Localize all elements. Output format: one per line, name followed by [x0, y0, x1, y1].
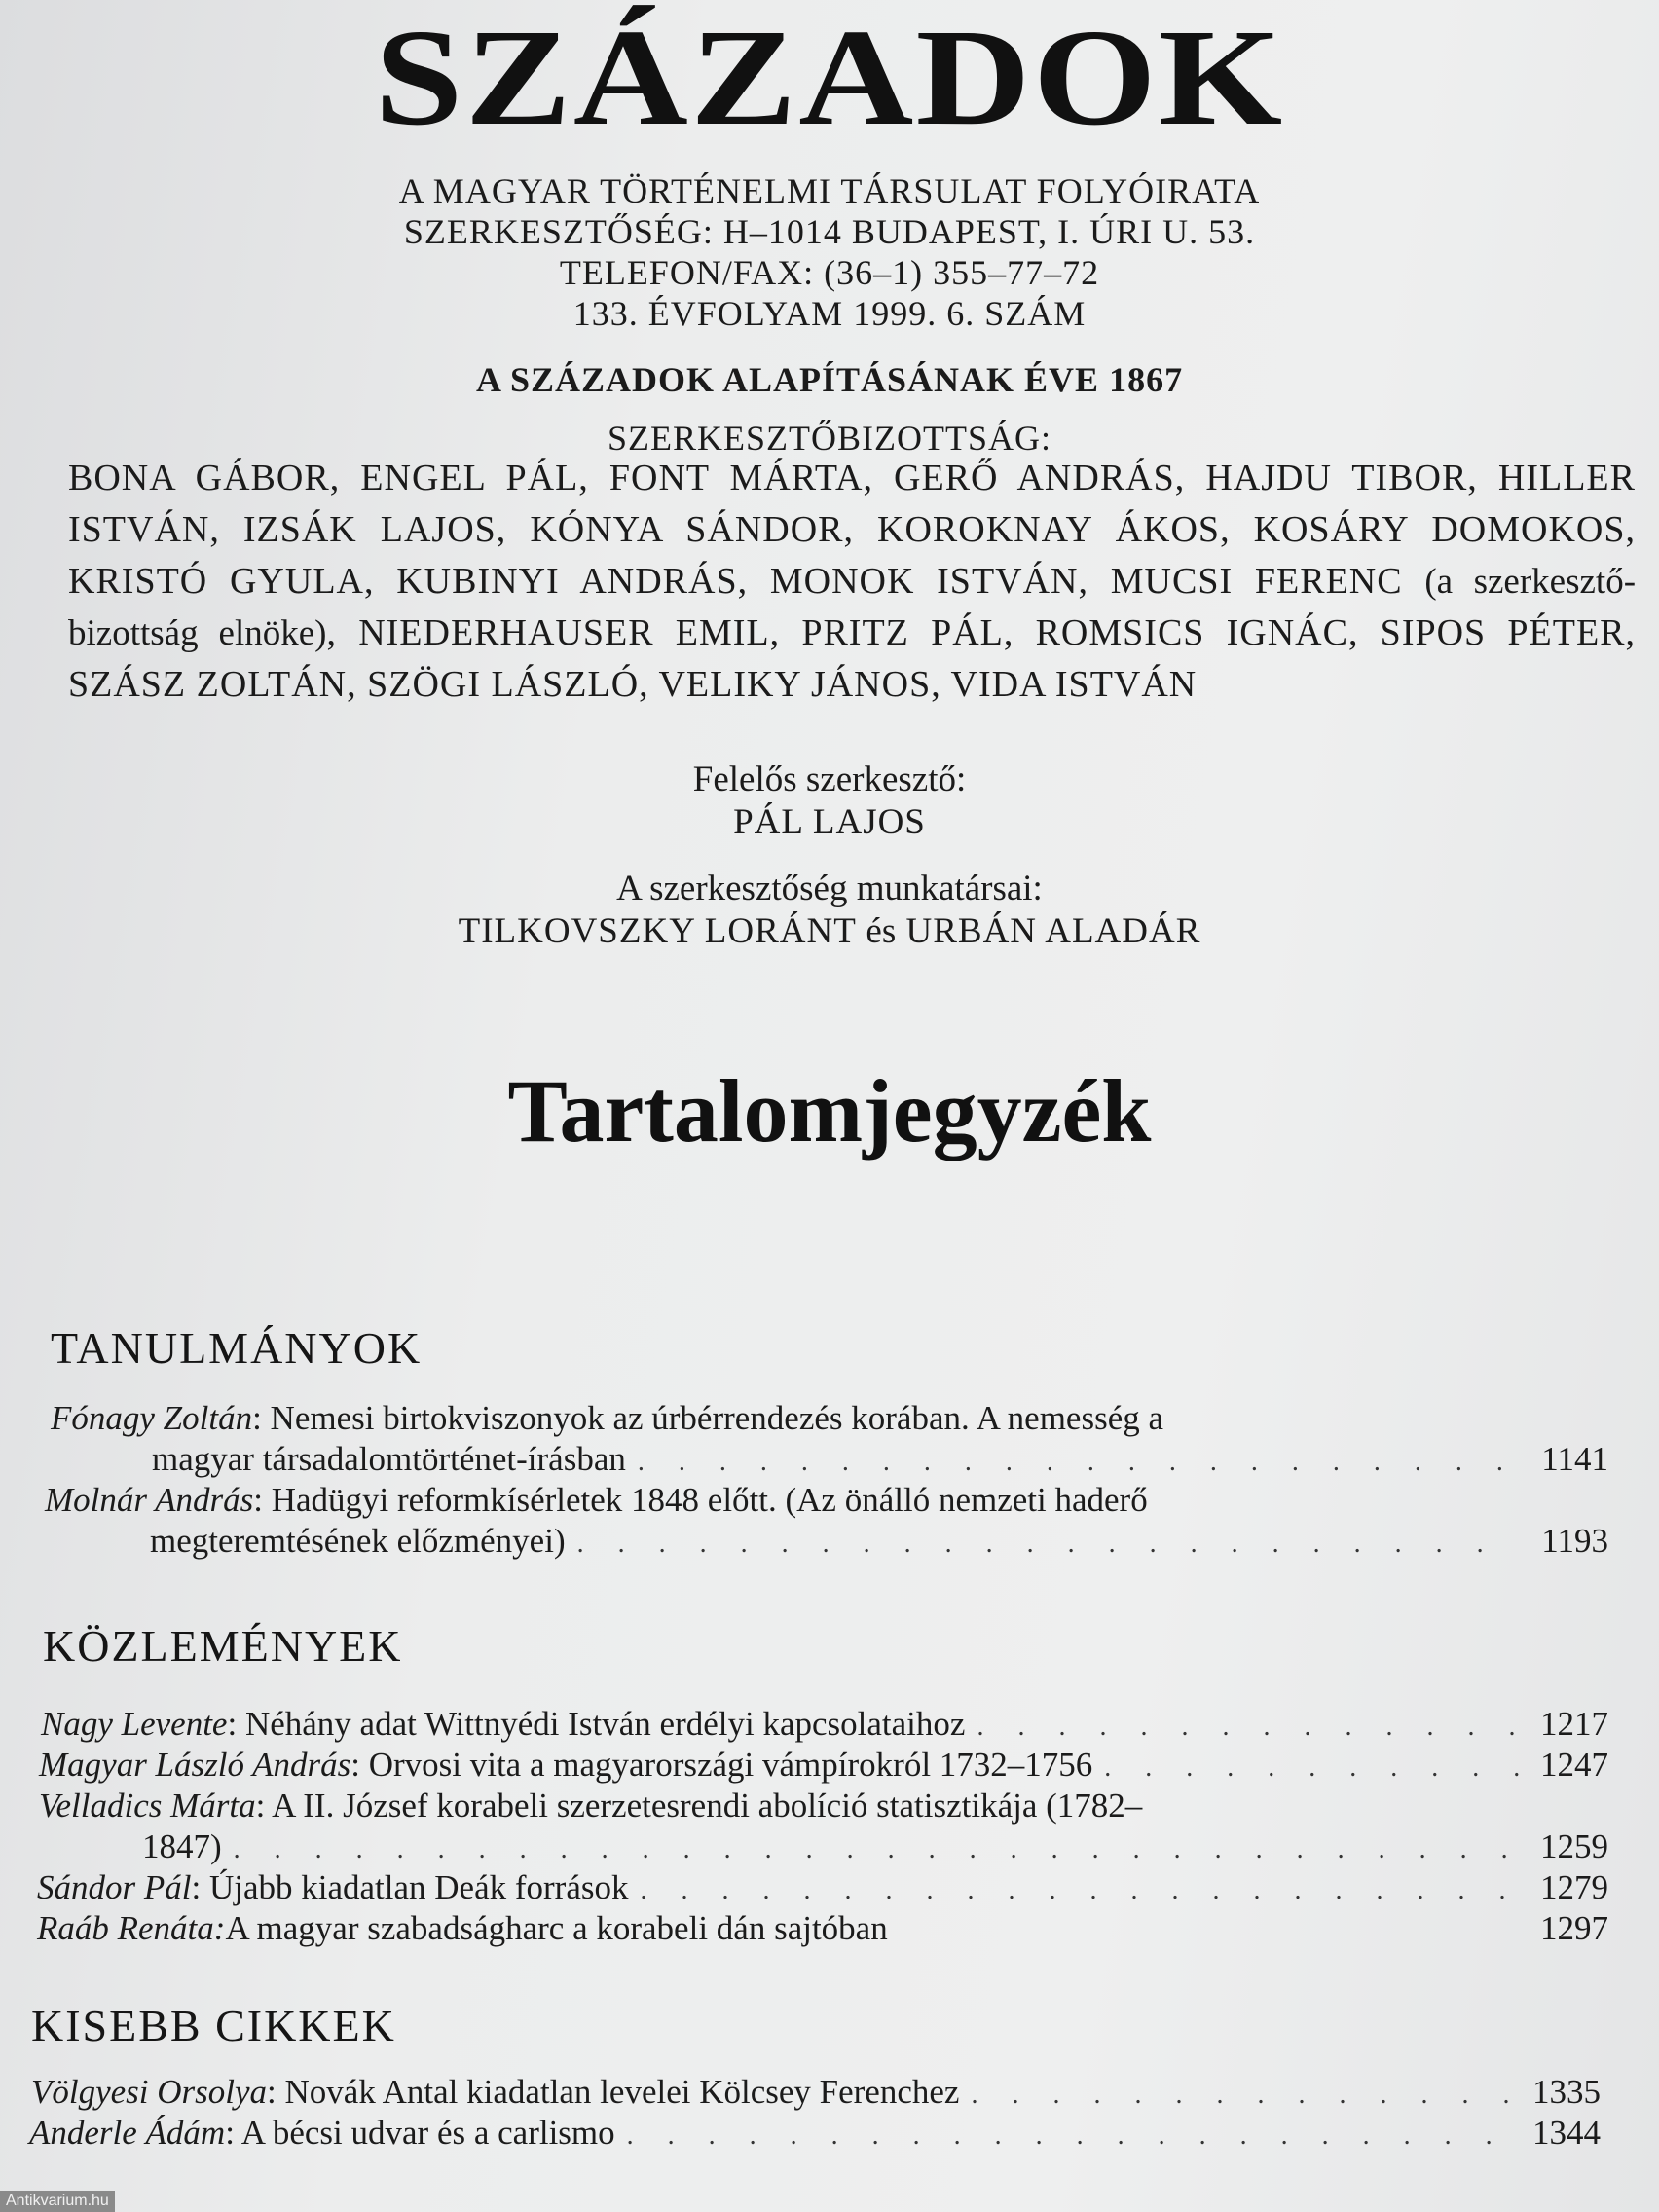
- editor-label: Felelős szerkesztő:: [692, 759, 967, 799]
- board-note: (a szerkesztő-: [1424, 562, 1637, 602]
- entry-title: : Néhány adat Wittnyédi István erdélyi kapcsolataihoz: [227, 1705, 966, 1743]
- entry-author: Anderle Ádám: [29, 2114, 226, 2152]
- entry-page: 1279: [1540, 1868, 1608, 1906]
- entry-page: 1217: [1540, 1705, 1608, 1743]
- entry-page: 1259: [1540, 1827, 1608, 1865]
- entry-author: Raáb Renáta:: [37, 1909, 226, 1947]
- toc-entry: [39, 1745, 1608, 1788]
- dot-leader: [977, 1707, 1519, 1748]
- toc-entry: [37, 1908, 1608, 1952]
- staff-label: A szerkesztőség munkatársai:: [616, 868, 1043, 908]
- board-note-cont: bizottság elnöke): [68, 613, 327, 653]
- dot-leader: [641, 1870, 1520, 1911]
- toc-entry: [37, 1867, 1608, 1911]
- journal-subtitle: A MAGYAR TÖRTÉNELMI TÁRSULAT FOLYÓIRATA: [398, 171, 1261, 210]
- entry-author: Fónagy Zoltán: [51, 1399, 253, 1437]
- staff-name: URBÁN ALADÁR: [905, 911, 1201, 951]
- entry-author: Molnár András: [45, 1481, 254, 1519]
- board-line: SZÁSZ ZOLTÁN, SZÖGI LÁSZLÓ, VELIKY JÁNOS, VIDA ISTVÁN: [68, 664, 1198, 705]
- founding-year: A SZÁZADOK ALAPÍTÁSÁNAK ÉVE 1867: [475, 360, 1184, 399]
- watermark: Antikvarium.hu: [0, 2191, 115, 2212]
- entry-title: : A bécsi udvar és a carlismo: [225, 2114, 615, 2152]
- journal-title: SZÁZADOK: [374, 0, 1285, 154]
- staff-and: és: [866, 911, 897, 951]
- dot-leader: [1104, 1748, 1519, 1788]
- entry-title: : A II. József korabeli szerzetesrendi abolíció statisztikája (1782–: [255, 1787, 1143, 1825]
- entry-title: : Novák Antal kiadatlan levelei Kölcsey Ferenchez: [267, 2073, 960, 2111]
- board-names: KRISTÓ GYULA, KUBINYI ANDRÁS, MONOK ISTVÁN, MUCSI FERENC: [68, 561, 1403, 602]
- entry-page: 1297: [1540, 1909, 1608, 1947]
- section-heading: KÖZLEMÉNYEK: [43, 1621, 403, 1671]
- editorial-board: [68, 453, 1636, 711]
- toc-entry: [31, 2072, 1601, 2116]
- editor-name: PÁL LAJOS: [733, 802, 926, 842]
- board-line: [68, 608, 1636, 659]
- dot-leader: [627, 2116, 1511, 2157]
- section-heading: TANULMÁNYOK: [51, 1323, 423, 1373]
- entry-author: Völgyesi Orsolya: [31, 2073, 268, 2111]
- entry-author: Sándor Pál: [37, 1868, 192, 1906]
- entry-author: Velladics Márta: [39, 1787, 256, 1825]
- dot-leader: [234, 1829, 1519, 1870]
- entry-page: 1141: [1541, 1440, 1608, 1478]
- editorial-address: SZERKESZTŐSÉG: H–1014 BUDAPEST, I. ÚRI U. 53.: [403, 212, 1256, 251]
- entry-page: 1344: [1532, 2114, 1601, 2152]
- board-names: , NIEDERHAUSER EMIL, PRITZ PÁL, ROMSICS IGNÁC, SIPOS PÉTER,: [326, 612, 1637, 653]
- entry-title: : Orvosi vita a magyarországi vámpírokról 1732–1756: [350, 1746, 1093, 1784]
- toc-entry: [51, 1398, 1608, 1483]
- board-line: ISTVÁN, IZSÁK LAJOS, KÓNYA SÁNDOR, KOROKNAY ÁKOS, KOSÁRY DOMOKOS,: [68, 509, 1636, 550]
- entry-title-cont: 1847): [142, 1827, 222, 1865]
- entry-author: Magyar László András: [39, 1746, 351, 1784]
- entry-title: : Nemesi birtokviszonyok az úrbérrendezés korában. A nemesség a: [252, 1399, 1164, 1437]
- board-line: [68, 556, 1636, 608]
- staff-names: [0, 913, 1659, 949]
- board-label: SZERKESZTŐBIZOTTSÁG:: [608, 419, 1051, 458]
- entry-title: : Újabb kiadatlan Deák források: [191, 1868, 629, 1906]
- entry-title: A magyar szabadságharc a korabeli dán sajtóban: [225, 1909, 888, 1947]
- entry-page: 1247: [1540, 1746, 1608, 1784]
- staff-name: TILKOVSZKY LORÁNT: [458, 911, 857, 951]
- toc-entry: [41, 1704, 1608, 1748]
- phone-fax: TELEFON/FAX: (36–1) 355–77–72: [559, 253, 1100, 292]
- board-line: BONA GÁBOR, ENGEL PÁL, FONT MÁRTA, GERŐ ANDRÁS, HAJDU TIBOR, HILLER: [68, 458, 1636, 498]
- entry-title-cont: magyar társadalomtörténet-írásban: [152, 1440, 626, 1478]
- toc-title: Tartalomjegyzék: [507, 1061, 1152, 1161]
- entry-page: 1193: [1541, 1522, 1608, 1560]
- dot-leader: [971, 2075, 1511, 2116]
- toc-entry: [45, 1480, 1608, 1565]
- entry-title-cont: megteremtésének előzményei): [150, 1522, 566, 1560]
- entry-author: Nagy Levente: [41, 1705, 228, 1743]
- dot-leader: [638, 1442, 1519, 1483]
- entry-page: 1335: [1532, 2073, 1601, 2111]
- toc-entry: [39, 1786, 1608, 1870]
- entry-title: : Hadügyi reformkísérletek 1848 előtt. (Az önálló nemzeti haderő: [253, 1481, 1148, 1519]
- section-heading: KISEBB CIKKEK: [31, 2001, 396, 2050]
- toc-entry: [29, 2113, 1601, 2157]
- dot-leader: [577, 1524, 1519, 1565]
- volume-info: 133. ÉVFOLYAM 1999. 6. SZÁM: [572, 294, 1087, 333]
